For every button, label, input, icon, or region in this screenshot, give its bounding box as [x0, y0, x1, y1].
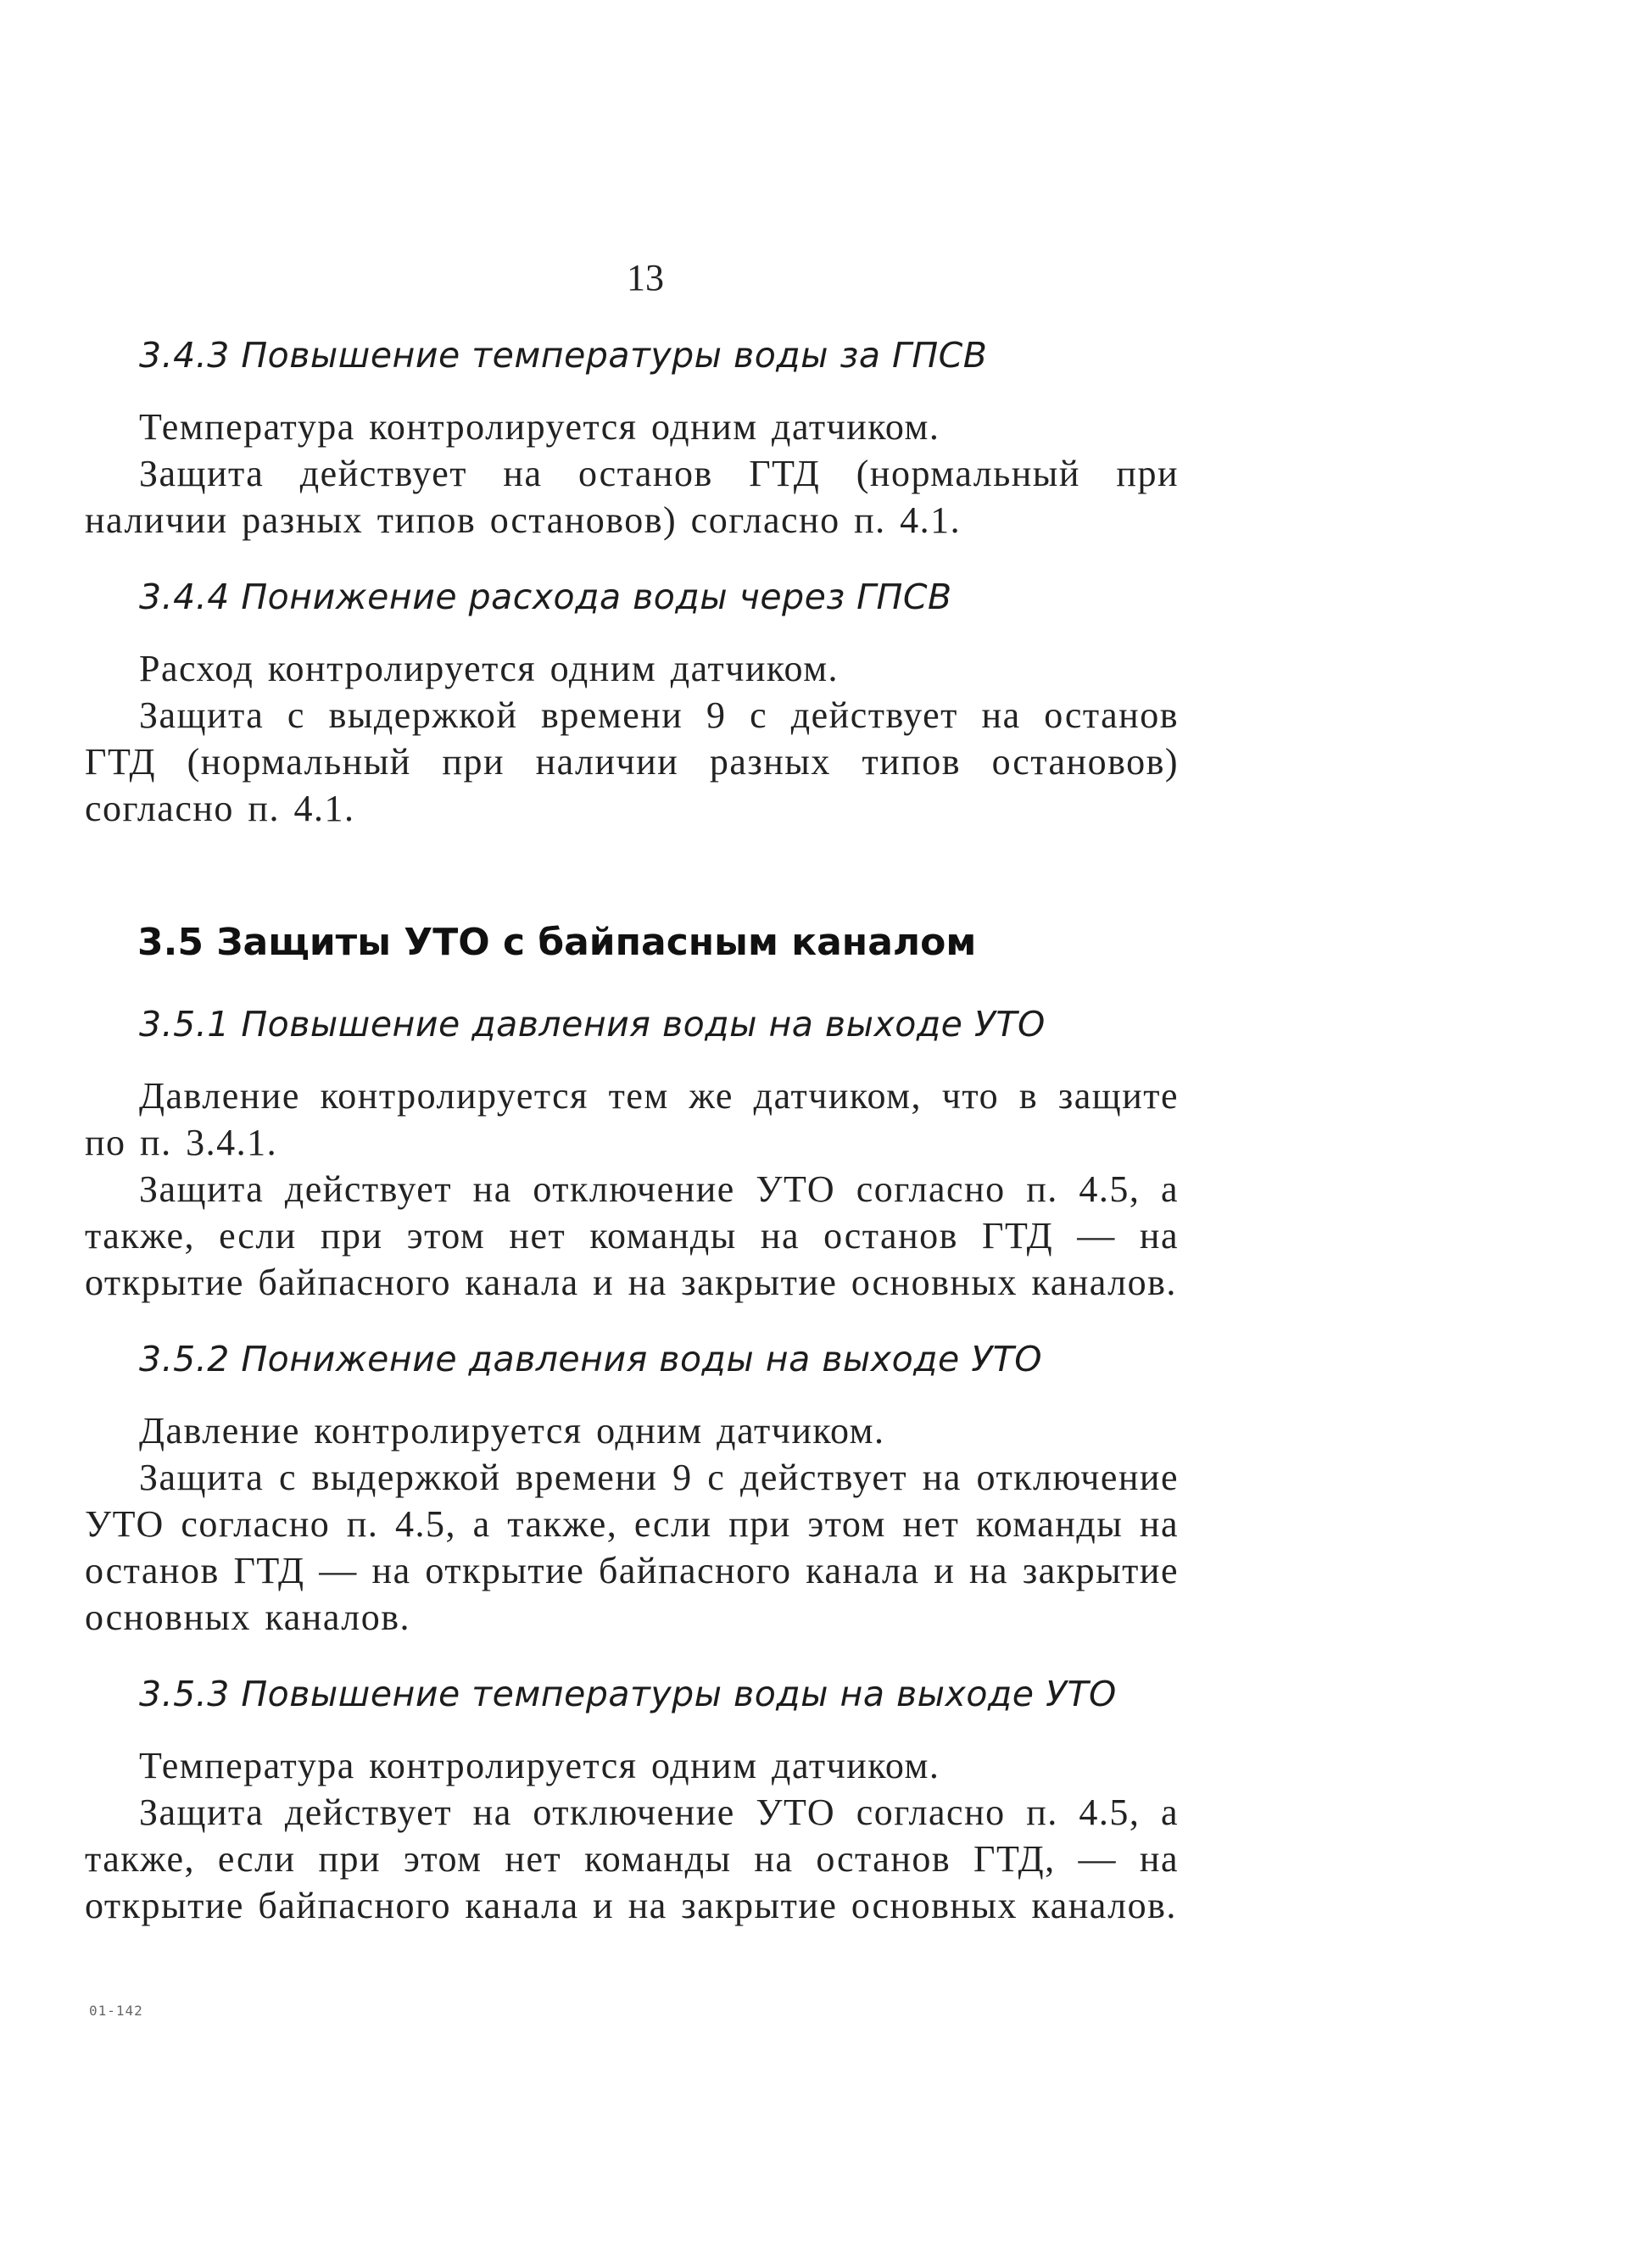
subsection-heading: 3.5.1 Повышение давления воды на выходе УТО: [139, 1004, 1046, 1045]
page-number: 13: [627, 257, 664, 298]
paragraph: Защита действует на останов ГТД (нормальный при наличии разных типов остановов) согласно п. 4.1.: [85, 453, 1179, 541]
paragraph: Защита с выдержкой времени 9 с действует на останов ГТД (нормальный при наличии разных типов остановов) согласно п. 4.1.: [85, 694, 1179, 829]
paragraph: Давление контролируется тем же датчиком, что в защите по п. 3.4.1.: [85, 1075, 1179, 1163]
paragraph: Температура контролируется одним датчиком.: [139, 406, 940, 448]
subsection-heading: 3.4.3 Повышение температуры воды за ГПСВ: [139, 335, 988, 376]
subsection-heading: 3.5.2 Понижение давления воды на выходе УТО: [139, 1339, 1043, 1379]
section-3-5-1: [85, 1000, 1179, 1306]
subsection-heading: 3.4.4 Понижение расхода воды через ГПСВ: [139, 577, 952, 617]
section-3-4-3: [85, 331, 1179, 543]
paragraph: Защита действует на отключение УТО согласно п. 4.5, а также, если при этом нет команды на останов ГТД — на открытие байпасного канала и на закрытие основных каналов.: [85, 1168, 1179, 1303]
section-3-4-4: [85, 572, 1179, 832]
paragraph: Защита с выдержкой времени 9 с действует на отключение УТО согласно п. 4.5, а также, если при этом нет команды на останов ГТД — на открытие байпасного канала и на закрытие основных каналов.: [85, 1457, 1179, 1638]
subsection-heading: 3.5.3 Повышение температуры воды на выходе УТО: [139, 1674, 1117, 1714]
paragraph: Защита действует на отключение УТО согласно п. 4.5, а также, если при этом нет команды на останов ГТД, — на открытие байпасного канала и на закрытие основных каналов.: [85, 1792, 1179, 1926]
section-heading-3-5: 3.5 Защиты УТО с байпасным каналом: [137, 921, 977, 964]
section-3-5-2: [85, 1335, 1179, 1641]
paragraph: Расход контролируется одним датчиком.: [139, 648, 840, 689]
footer-code: 01-142: [89, 2003, 143, 2019]
document-body: [85, 331, 1179, 1929]
paragraph: Давление контролируется одним датчиком.: [139, 1410, 885, 1452]
section-3-5-3: [85, 1669, 1179, 1929]
paragraph: Температура контролируется одним датчиком.: [139, 1745, 940, 1786]
